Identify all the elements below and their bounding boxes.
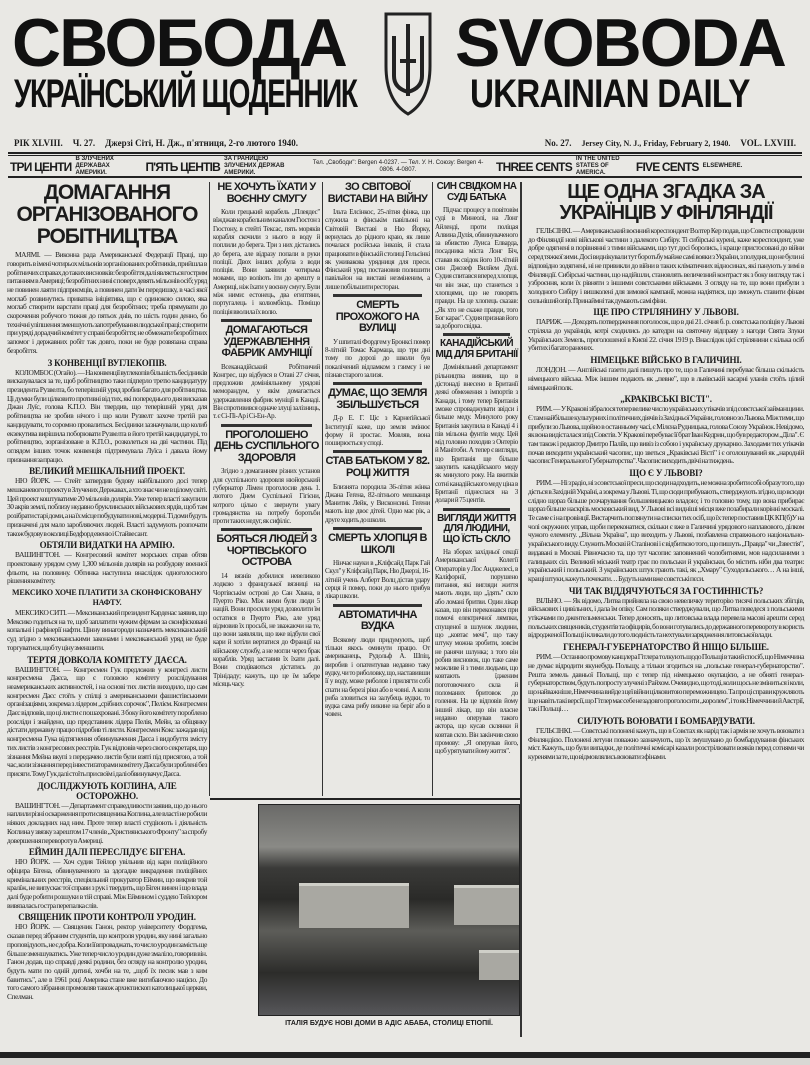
article-text: МЕКСИКО СИТІ. — Мексиканський президент Карденас заявив, що Мексико годиться на те, щоб заплатити чужим фірмам за сконфісковані копальні і рафінерії нафти. Цінну винагороди назначить мексиканський суд згідно з мексиканськими законами і мексиканський уряд не буде торгуватися, щоб ту ціну зменшити. — [7, 608, 207, 652]
headline: СМЕРТЬ ХЛОПЦЯ В ШКОЛІ — [328, 532, 427, 556]
article-text: Нінчає науки в „Кліфсайд Парк Гай Скул" у Кліфсайд Парк, Ню Джерзі, 16-літній учень Алберт Волц дістав удару серця й помер, поки до нього прибув лікар школи. — [325, 559, 430, 601]
headline: АВТОМАТИЧНА ВУДКА — [338, 608, 417, 633]
article-text: Ільта Елсінкос, 25-літня фінка, що служила в фінськім павільоні на Світовій Виставі в Ню Йорку, вернулась до рідного краю, як лише почалася російська інвазія, й стала працювати в фінській столиці Гельсінкі як уживакова урядниця для преси. Фінський уряд постановив полишити павільйон на виставі незміненим, а лише побільшити ресторан. — [325, 208, 430, 291]
divider — [221, 528, 312, 531]
article-text: Згідно з домаганням різних установ для суспільного здоровля нюйорський губернатор Лімен проголосив день 1. лютого Днем Суспільної Гігієни, котрого цілью є звернути увагу громадянства на потребу боротьби проти таких недуг, як сифіліс. — [213, 467, 320, 526]
column-main-right — [528, 180, 804, 762]
article-text: НЮ ЙОРК. — Хоч судия Тейлор увільнив від кари поліційного офіцира Бігена, обвинуваченого за здогадне викрадення поліційних кримінальних реєстрів, спеціяльний прокуратор Еймин, що викрив той кралїж, не випускає тої справи з рук і твердить, що Біген винен і що влада далі буде робити розшуки в тій справі. Між Еймином і суддею Тейлором вивязалась гостра перепалка слів. — [7, 857, 207, 910]
column-rule — [432, 182, 433, 796]
divider — [443, 333, 510, 336]
article-text: Підчас процесу в повітовім суді в Минеолі, на Лонг Айленді, проти поліцая Алвина Дулія, обвинуваченого за вбивство Луиса Елварда, посадника міста Лонг Біч, ставав як свідок його 10-літній син Джозеф Вилйем Дулі. Судия спитався вперед хлопця, чи він знає, що станеться з хлопцями, що не говорять правди. На це хлопець сказав: „Як хто не скаже правди, того Бог карає". Судия признав його за доброго свідка. — [435, 206, 518, 331]
column-rule — [322, 182, 323, 796]
price-bar — [10, 157, 800, 176]
divider — [8, 176, 802, 178]
subheadline: ЩЕ ПРО СТРІЛЯНИНУ У ЛЬВОВІ. — [593, 307, 739, 318]
article-text: Д-р Е. Г. Ціс з Карнеґійської Інституції каже, що земля змінює форму й зростає. Мовляв, вона поширюється у споді. — [325, 414, 430, 448]
article-text: Близнята породила 36-літня жінка Джана Геґена, 82-літнього мешканця Манитик Лейк, у Висконсині. Геґени мають іще двоє дітей. Одно має рік, а друге ходить до школи. — [325, 482, 430, 524]
price-three-en-note: IN THE UNITED STATES OF AMERICA. — [575, 156, 620, 176]
article-text: ЛОНДОН. — Англійські газети далі пишуть про те, що в Галичині перебуває більша скількість німецького війська. Між іншим подають як „певне", що в львівській касарні уланів стоїть цілий німецький полк. — [528, 365, 804, 392]
article-text: ВАШИНГТОН. — Конгресмен Гук предложив у конгресі листи конгресмена Даєса, що є головою комітету розслідування неамериканських активностей, і на основі тих листів виходило, що сам конгресмен Даєс стоїть у спілці з американськими фашистівськими організаціями, зокрема з лідером „срібних сорочок", Пелієм. Конгресмен Даєс відповів, що ці листи є пошахровані. З боку його комітету пороблено розсліди і знайдено, що представник лідера Пелія, Мейн, за обіцянку дістати державну працю підробив ті листи. Конгресмен Кокс зажадав від конгресмена Гука відтягнення обвинувачення Даєса і видобуття змісту тих листів з конгресових реєстрів. Гук відповів через свого секретаря, що зізнання Мейна вкупі з передачею листів були взяті під присягою, а той час, коли зізнання перед інвестиґаторами комітету Даєса були зроблені без присяги. Тому Гук далі стоїть при своїм і далі обвинувачує Даєса. — [7, 664, 207, 778]
article-text: НЮ ЙОРК. — Священик Ганон, ректор університету Фордгема, сказав перед зібраним студентів, що контроля уродин, яку нині загально проповідують, не є добра. Коли її впроваджать, то число уродин замість ще більше зменшуватись. Уже тепер число уродин дуже змаліло, говорив він. Ганон додав, що справді деякі родини, без огляду на контролю уродин, будуть мати по одній дитині, хочби на те, „щоб їх песик мав з ким бавитись", але в 1961 році Америка стане вже вигибаючою нацією. До того самого зібрання промовляв також архиєпископ католицької церкви, Спелман. — [7, 922, 207, 1002]
price-five-ua: П'ЯТЬ ЦЕНТІВ — [145, 159, 221, 174]
article-text: КОЛОМБОС (Огайо). — На конвенції вуглекопів більшість бесідників висказувалася за те, щоб робітництво таки підперло третю кандидатуру президента Рузвелта, бо теперішній уряд зробив багато для робітництва. Ці думки були цілковито противні від тих, які попереднього дня висказав Джан Луїс, голова К.П.О. Він твердив, що теперішній уряд для робітництва не зробив нічого і що коли Рузвелт захоче третій раз кандидувати, то соромно провалиться. Бесідники зазначували, що колиб екзекутива вирішила поборювати Рузвелта в його третій кандидатурі, то робітництво, зорганізоване в К.П.О., розколеться на дві частини. Під оглядом інших точок конвенція підтримувала Луїса і давала йому признання за працю. — [7, 367, 207, 464]
article-text: 14 вязнів добилися невеликою лодкою з французької вязниці на Чортівськім острові до Сан Хвана, в Пуерто Ріко. Між ними були люди 5 націй. Вони просили уряд дозволити їм остатися в Пуерто Ріко, але уряд відмовив їх просьбі, не зважаючи на те, що вони заявляли, що вже відбули свої кари й хотіли вертатися до Франції на військову службу, а не могли через брак кораблів. Уряд заставив їх їхати далі. Вони сподіваються дістатись до Трінідаду; кажуть, що це їм заберe місяць часу. — [213, 572, 320, 688]
price-five-ua-note: ЗА ГРАНИЦЕЮ ЗЛУЧЕНИХ ДЕРЖАВ АМЕРИКИ. — [224, 156, 285, 176]
headline: ВИГЛЯДИ ЖИТТЯ ДЛЯ ЛЮДИНИ, ЩО ЇСТЬ СКЛО — [437, 512, 516, 545]
divider — [443, 508, 510, 511]
article-text: ВАШИНГТОН. — Департамент справедливости заявив, що до нього наплили різні оскарження проти священика Коглина, але власті не робили ніяких докладних над ним. Проте тепер власті студіюють і діяльність Коглина у звязку з арештом 17 членів „Християнського Фронту" за спробу довершення перевороту в Америці. — [7, 800, 207, 845]
news-photo-addis-ababa — [258, 804, 520, 1016]
article-text: ВАШИНГТОН. — Конгресовий комітет морських справ обтяв проектовану урядом суму 1,300 мільонів долярів на розбудову военної фльоти, на половину. Обтинка наступила внаслідок одноголосного рішення комітету. — [7, 550, 207, 586]
subheadline: ОБТЯЛИ ВИДАТКИ НА АРМІЮ. — [39, 540, 175, 551]
divider — [221, 424, 312, 427]
divider — [333, 527, 422, 530]
headline: ЗО СВІТОВОЇ ВИСТАВИ НА ВІЙНУ — [327, 181, 428, 205]
price-three-en: THREE CENTS — [496, 159, 572, 174]
column-rule — [520, 182, 522, 1037]
date-ua: Джерзі Сіті, Н. Дж., п'ятниця, 2-го лютого 1940. — [105, 138, 299, 148]
trident-emblem-icon — [378, 6, 438, 116]
subheadline: СВЯЩЕНИК ПРОТИ КОНТРОЛІ УРОДИН. — [18, 912, 196, 923]
headline: ДУМАЄ, ЩО ЗЕМЛЯ ЗБІЛЬШУЄТЬСЯ — [328, 387, 427, 411]
column-main-left — [7, 180, 207, 1002]
article-text: МАЯМІ. — Виконна рада Американської Федерації Праці, що говорить в імені чотирьох мільонів зорганізованих робітників, прийшла в робітничих справах до таких висновків: безробіття далі являється гострим питанням в Америці; безробітних нині є поверх девять мільонів осіб; уряд не повинен лаяти підприємців, а повинен дати їм передишку, в часі якої моглаб розвинутись приватна ініціятива, що є одинокою силою, яка моглаб створити варстати праці для безробітних; треба прямувати до скорочення робучого тижня до пятьох днів, по шість годин денно, бо технічні уліпшення зменшують запотребування людської праці; створити при уряді дорадчий комітет у справі безробіття; не обмежати безробітних запомог і державних робіт так довго, поки не буде розвязана справа безробіття. — [7, 250, 207, 355]
price-three-ua-note: В ЗЛУЧЕНИХ ДЕРЖАВАХ АМЕРИКИ. — [75, 156, 114, 176]
headline-organized-labor: ДОМАГАННЯ ОРГАНІЗОВАНОГО РОБІТНИЦТВА — [16, 181, 198, 249]
subheadline: ГЕНЕРАЛ-ГУБЕРНАТОРСТВО Й НІЩО БІЛЬШЕ. — [563, 642, 769, 653]
article-text: ГЕЛЬСІНКІ. — Совєтські полонені кажуть, що в Совєтах як нарід так і армія не хочуть воювати з Фінляндією. Полонені летуни поважно зазначують, що їх змушувано до бомбардування фінських міст. Кажуть, що були випадки, де політичні комісарі казали розстрілювати вояків перед сотнями чи куренями за те, що відмовлялись воювати з фінами. — [528, 726, 804, 762]
price-three-ua: ТРИ ЦЕНТИ — [10, 159, 72, 174]
date-en: Jersey City, N. J., Friday, February 2, 1940. — [581, 139, 731, 148]
year-ua: РІК XLVIII. — [14, 138, 63, 148]
divider — [210, 798, 520, 800]
article-text: РИМ. — Ні з радіо, ні з совєтської преси, що сюди надходить, не можна зробити собі образу того, що діється в Західній Україні, а зокрема у Львові. Ті, що сюди прибувають, стверджують згідно, що всюди слідно щораз більше розчарування большевицькою владою; і то головно тому, що вона прибирає щораз більше наскрізь московський вид. У Львові всі видніші місця вже позабирали корінні москалі. Те саме є і на провінції. Вистарчить поглянути на списки тих осіб, що їх тепер поставив ЦК КП(б)У на чолі окружних управ, щоби переконатися, скільки є вже в Галичині урядового наплавового, ділком чужого елементу. „Вільна Україна", що виходить у Львові, позбавлена справжнього національно-українського виду. Служить Москві й Сталінові і є відбиткою того, що пишуть „Правда" чи „Ізвестія", видавані в Москві. Рівночасно та, що тут часопис заповнений чолобитнями, мов надсиланими з галицьких сіл. Великий міський театр грає по польськи й українськи, бо містить ніби два театри: український і польський. З українських штук грають такі, як „Хмару" Суходольського… А на інші, кращі штуки, кажуть почекати… Будуть нами вже совєтські пєси. — [528, 478, 804, 583]
photo-building — [479, 950, 520, 980]
subheadline: НІМЕЦЬКЕ ВІЙСЬКО В ГАЛИЧИНІ. — [590, 355, 742, 366]
subheadline: МЕКСИКО ХОЧЕ ПЛАТИТИ ЗА СКОНФІСКОВАНУ НАФТУ. — [11, 588, 202, 608]
article-text: РИМ. — Останню промову канцлера Гітлера толкують щодо Польщі в такий спосіб, що Німеччина не думає відродити якунебудь Польщу, а тільки згодиться на „польське генерал-губернаторство". Решта земель давньої Польщі, що є тепер під німецькою окупацією, а не обняті генерал-губернаторством, будуть попросту злучені з Райхом. Очевидно, що тоді, коли щось не зміниться і коли, що найважніше, Німеччина вийде з цеї війни цілковитою переможницею. Та про ці справи кружляють іще навіть такі версії, що Гітлер має себе незадовго проголосити „королем", і то як Німеччини й Австрії, так і Польщі… — [528, 652, 804, 714]
dateline — [14, 138, 796, 152]
subheadline: ДОСЛІДЖУЮТЬ КОГЛИНА, АЛЕ ОСТОРОЖНО. — [37, 780, 177, 801]
article-text: Домініяльний департамент рільництва виявив, що в дістонаді внесено в Британії деякі обмеження з імпортів з Канади, і тому тепер Британія зможе спроваджувати звідси і більше меду. Минулого року Британія закупила в Канаді 4 і пів мільона фунтів меду. Цей мід головно походив з Онтеріо й Манітоби. А тепер є вигляди, що Британія ще більше закупить канадійського меду як минулого року. На вжитків сотні канадійського меду ціна в Британії піднеслася на 3 долари й 75 центів. — [435, 363, 518, 505]
article-text: У шпиталі Фордгем у Бронксі помер 8-літній Томас Кармаца, що три дні тому по дорозі до школи був покалічений відламком з гзимсу і не пізнав старого зализя. — [325, 337, 430, 379]
article-text: Всеканадійський Робітничий Конгрес, що відбувся в Отаві 27 січня, предложив домініяльному урядові меморандум, у якім домагається удержавлення фабрик муніції в Канаді. Він спротивився одначе злуці залізниць, т. є Сі-Пі-Ар і Сі-Ен-Ар. — [213, 362, 320, 421]
headline: НЕ ХОЧУТЬ ЇХАТИ У ВОЄННУ СМУГУ — [217, 181, 316, 205]
photo-caption: ІТАЛІЯ БУДУЄ НОВІ ДОМИ В АДІС АБАБА, СТОЛИЦІ ЕТІОПІЇ. — [285, 1020, 493, 1027]
column-2 — [213, 180, 320, 688]
subheadline: ЕЙМИН ДАЛІ ПЕРЕСЛІДУЄ БІГЕНА. — [28, 847, 186, 858]
photo-building — [454, 885, 520, 925]
article-text: РИМ. — У Кракові зібралося тепер велике число українських утікачів зпід совєтської займанщини. Є там найбільше культурних і політичних діячів із Західньої України, головно зо Львова. Між тими, що прибули зо Львова, щойно в останньому часі, є Мілєна Рудницька, голова Союзу Українок. Невідомо, як вона видісталася зпід Совєтів. У Кракові перебуває її брат Іван Кедрин, що був редактором „Діла". Є там також і редактор Дмитро Паліїв, що вивіз із собою і українську друкарню. Заходами тих утікачів почав виходити український часопис, що зветься „Краківські Вісті" і є оголошуваний як „народній часопис Генерального Губернаторства". Часопис виходить двічі на тиждень. — [528, 404, 804, 466]
divider — [221, 319, 312, 322]
issue-ua: Ч. 27. — [72, 138, 96, 148]
subheadline: „КРАКІВСЬКІ ВІСТІ". — [620, 394, 712, 405]
price-five-en-note: ELSEWHERE. — [702, 163, 743, 169]
headline: ДОМАГАЮТЬСЯ УДЕРЖАВЛЕННЯ ФАБРИК АМУНІЦІЇ — [221, 323, 312, 360]
headline-ukrainians-finland: ЩЕ ОДНА ЗГАДКА ЗА УКРАЇНЦІВ У ФІНЛЯНДІЇ — [559, 181, 773, 224]
divider — [333, 604, 422, 607]
subheadline: ТЕРТЯ ДОВКОЛА КОМІТЕТУ ДАЄСА. — [27, 654, 187, 665]
divider — [333, 294, 422, 297]
headline: БОЯТЬСЯ ЛЮДЕЙ З ЧОРТІВСЬКОГО ОСТРОВА — [216, 533, 317, 569]
headline: КАНАДІЙСЬКИЙ МІД ДЛЯ БРИТАНІЇ — [435, 338, 518, 360]
article-text: На зборах західньої секції Американської Колегії Операторів у Лос Анджелесі, в Каліфорнії, порушено питання, які вигляди життя мають люди, що „їдять" скло або ломані бритви. Один лікар казав, що він переконався при помочі електричної лямпки, спущеної в шлунок людини, що „ковтає мечі", що таку штуку можна зробити, зовсім не ранячи шлунка; з того він робив висновок, що таке саме можливе й з тими людьми, що ковтають їдженим поготовочного скла й поломаних бритовок до голення. На це відповів йому інший лікар, що він власне недавно оперував такого актора, що кусав склянки й ковтав скло. Він закінчив свою промову: „Я оперував його, щоб урятувати йому життя". — [435, 548, 518, 756]
issue-en: No. 27. — [544, 138, 572, 148]
headline: СИН СВІДКОМ НА СУДІ БАТЬКА — [436, 181, 517, 203]
headline: ПРОГОЛОШЕНО ДЕНЬ СУСПІЛЬНОГО ЗДОРОВЛЯ — [214, 428, 319, 464]
headline: СТАВ БАТЬКОМ У 82. РОЦІ ЖИТТЯ — [325, 455, 430, 480]
column-rule — [209, 182, 210, 796]
headline: СМЕРТЬ ПРОХОЖОГО НА ВУЛИЦІ — [335, 299, 420, 335]
masthead-title-latin: SVOBODA — [455, 5, 785, 81]
article-text: Коли грецький корабель „Плеядес" вїжджав корабельним каналом Гюстон з Гюстону, в стейті Тексас, пять моряків корабля скочили з нього в воду й поплили до берега. Три з них дістались до берега, але відразу попали в руки поліції. Двох інших добула з води поліція. Вони заявили чотирьма мовами, що воліють іти до арешту в Америці, ніж їхати у воєнну смугу. Були між ними: естонець, два египтяни, португалець і колюмбієць. Поміщо поліція вволила їх волю. — [213, 208, 320, 316]
column-4 — [435, 180, 518, 755]
telephone-numbers: Тел. „Свободи": Bergen 4-0237. — Тел. У. Н. Союзу: Bergen 4-0806. 4-0807. — [312, 159, 484, 173]
masthead-title-cyrillic: СВОБОДА — [12, 5, 346, 81]
subheadline: ЩО Є У ЛЬВОВІ? — [629, 468, 703, 479]
subheadline: СИЛУЮТЬ ВОЮВАТИ І БОМБАРДУВАТИ. — [577, 716, 755, 727]
volume-en: VOL. LXVIII. — [740, 138, 796, 148]
article-text: ГЕЛЬСІНКІ. — Американський воєнний кореспондент Волтер Кер подав, що Совєти спровадили до Фінляндії нові військові частини з далекого Сибіру. Ті сибірські курені, каже кореспондент, уже добре одягнені в порівнянні з тими військами, що тут досі боролись, і краще пристосовані до війни серед тяжкої зими. Досі виднікували тут боротьбу майже самі вояки з України, з полудня, що не були ні відповідно зодягнені, ні не привикли до війни в таких кліматичних відносинах, які панують у зимі в Фінляндії. Сибірські частини, що надійшли, становлять величезний контраст як з боку вигляду так і узброєння, коли їх рівняти з іншими совєтськими військами. З огляду на те, що вони прибули з холодного Сибіру і вишколені для зимової кампанії, можна надіятися, що зможуть ставити фінам сильніший опір. Принаймні так думають самі фіни. — [528, 226, 804, 305]
photo-building — [299, 883, 409, 928]
subheadline: ВЕЛИКИЙ МЕШКАЛЬНИЙ ПРОЕКТ. — [29, 466, 185, 477]
divider — [333, 382, 422, 385]
article-text: ВІЛЬНО. — Як відомо, Литва прийняла на свою невеличку територію тисячі польських збігців, військових і цивільних, і дала їм опіку. Сам поляки стверджували, що Литва поведеся з польськими утікачами по джентельменськи. Тепер доносять, що литовська влада перевела масові арешти серед польських священиків, студентів та офіцирів, бо вони готувались до державного перевороту в користь відродженої Польщі і кликали до того людність та нехтували зарядження литовської влади. — [528, 595, 804, 640]
subheadline: ЧИ ТАК ВІДДЯЧУЮТЬСЯ ЗА ГОСТИННІСТЬ? — [568, 585, 764, 596]
article-text: ПАРИЖ. — Доходять потвердження поголосок, що в дні 21. січня б. р. совєтська поліція у Львові стріляла до українців, котрі сходились до катедри на святочну відправу з нагоди Свята Злуки Українських Земель, проголошеної в Києві 22. січня 1919 р. Внаслідок цієї стрілянини є кілька осіб убитих і багато ранених. — [528, 317, 804, 353]
column-3 — [325, 180, 430, 719]
masthead-subtitle-ukrainian: УКРАЇНСЬКИЙ ЩОДЕННИК — [14, 72, 357, 116]
subheadline: З КОНВЕНЦІЇ ВУГЛЕКОПІВ. — [47, 357, 167, 368]
price-five-en: FIVE CENTS — [635, 159, 699, 174]
article-text: Всякому люди придумують, щоб тільки якось оминути працю. От американець, Рудольф А. Шпіц, виробив і опатентував недавно таку вудку, чи то риболовку, що, наставивши її у воду, може риболов і прилягти собі спати на березі ріки або в човні. А коли риба зловиться на залубець вудки, то вудка сама рибу викине на беріг або в човен. — [325, 635, 430, 719]
divider — [333, 450, 422, 453]
masthead-subtitle-english: UKRAINIAN DAILY — [470, 72, 750, 116]
divider — [8, 152, 802, 154]
article-text: НЮ ЙОРК. — Стейт затвердив будову найбільшого досі тепер мешканевого проекту в Злучених Державах, а хто знає чи не в цілому світі. Цей проект коштуватиме 20 мільонів долярів. Уже тепер власті закупили 30 акрів землі, поблизу недавно бруклинських військових ярдів, щоб там розібрати старі доми, а на їх місце побудувати нові, модерні. Ті доми будуть призначені для мало заробляючих людей. Власті задумують розпочати також будову в околиці Бедфорд евеню і Стайвесант. — [7, 476, 207, 538]
